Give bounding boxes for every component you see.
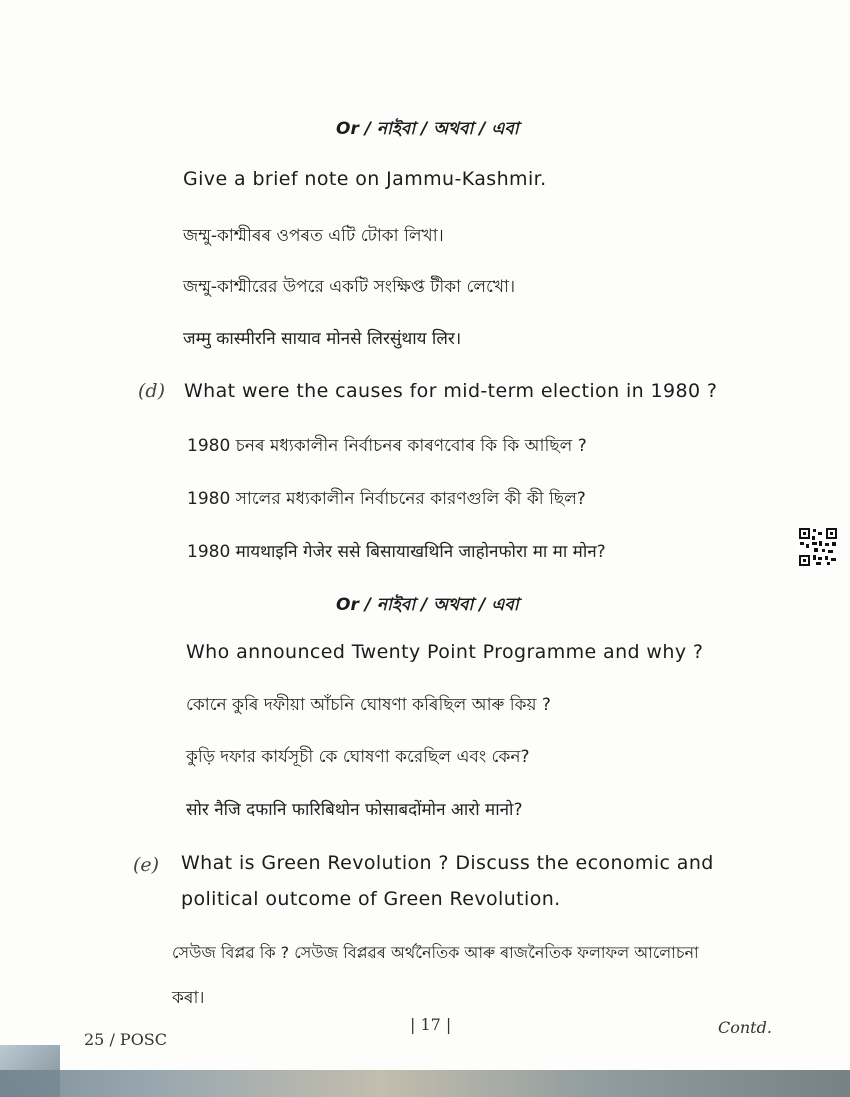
question-d-alt-english: Who announced Twenty Point Programme and why ? (186, 641, 704, 663)
or-separator: Or / নাইবা / অথবা / এবা (336, 119, 519, 139)
page-number: | 17 | (410, 1015, 452, 1034)
question-d-bengali: 1980 সালের মধ্যকালীন নির্বাচনের কারণগুলি কী কী ছিল? (187, 489, 586, 509)
paper-code: 25 / POSC (84, 1030, 168, 1049)
question-e-assamese-line1: সেউজ বিপ্লৱ কি ? সেউজ বিপ্লৱৰ অৰ্থনৈতিক আৰু ৰাজনৈতিক ফলাফল আলোচনা (172, 943, 699, 962)
question-d-english: What were the causes for mid-term election in 1980 ? (184, 380, 718, 402)
question-d-alt-bodo: सोर नैजि दफानि फारिबिथोन फोसाबदोंमोन आरो मानो? (186, 800, 523, 820)
question-e-label: (e) (133, 854, 160, 876)
question-d-label: (d) (138, 380, 165, 402)
question-c-alt-english: Give a brief note on Jammu-Kashmir. (183, 168, 547, 190)
question-e-english-line1: What is Green Revolution ? Discuss the economic and (181, 852, 714, 874)
question-c-alt-assamese: জম্মু-কাশ্মীৰৰ ওপৰত এটি টোকা লিখা। (183, 226, 444, 246)
question-d-alt-assamese: কোনে কুৰি দফীয়া আঁচনি ঘোষণা কৰিছিল আৰু কিয় ? (186, 695, 551, 715)
question-c-alt-bodo: जम्मु कास्मीरनि सायाव मोनसे लिरसुंथाय लिर। (183, 329, 462, 349)
question-d-alt-bengali: কুড়ি দফার কার্যসূচী কে ঘোষণা করেছিল এবং কেন? (186, 747, 530, 767)
question-d-bodo: 1980 मायथाइनि गेजेर ससे बिसायाखथिनि जाहोनफोरा मा मा मोन? (187, 542, 606, 562)
scan-edge-fabric (0, 1070, 850, 1097)
question-e-english-line2: political outcome of Green Revolution. (181, 888, 561, 910)
question-c-alt-bengali: জম্মু-কাশ্মীরের উপরে একটি সংক্ষিপ্ত টীকা লেখো। (183, 277, 516, 297)
or-separator: Or / নাইবা / অথবা / এবা (336, 595, 519, 615)
continued-label: Contd. (718, 1018, 772, 1037)
question-e-assamese-line2: কৰা। (172, 988, 205, 1008)
qr-code-icon (798, 527, 838, 567)
question-d-assamese: 1980 চনৰ মধ্যকালীন নিৰ্বাচনৰ কাৰণবোৰ কি কি আছিল ? (187, 436, 587, 456)
